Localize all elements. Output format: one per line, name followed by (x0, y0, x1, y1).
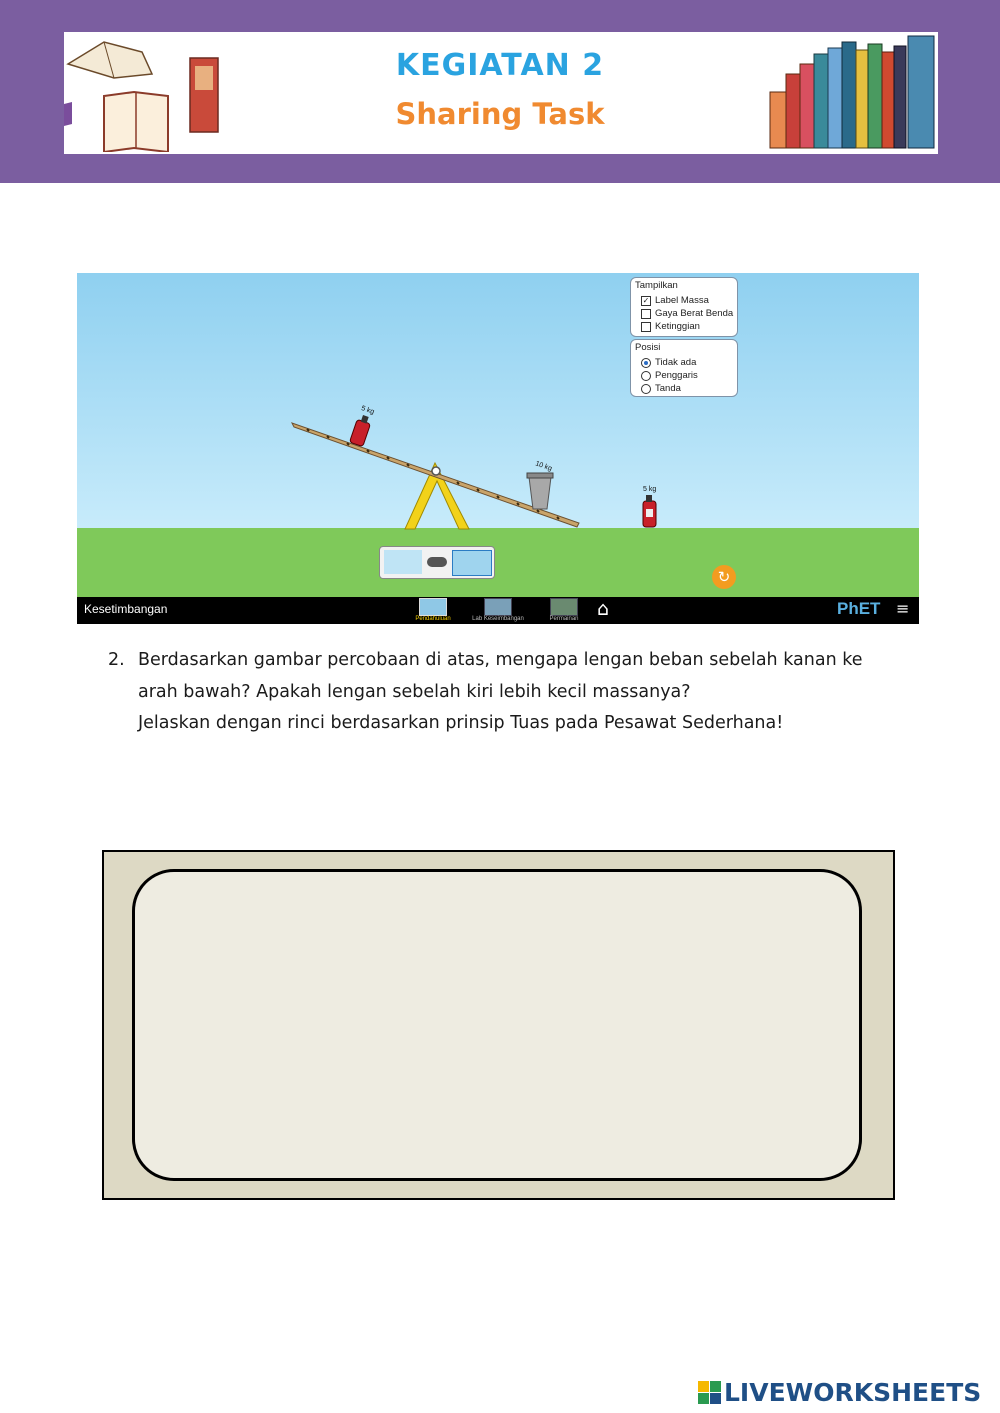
menu-icon[interactable]: ≡ (896, 599, 910, 618)
radio-penggaris[interactable]: Penggaris (641, 370, 698, 381)
supports-off-icon (452, 550, 492, 576)
support-toggle[interactable] (379, 546, 495, 579)
tab-thumb-icon (484, 598, 512, 616)
answer-textarea[interactable] (132, 869, 862, 1181)
sim-title: Kesetimbangan (84, 602, 168, 616)
question-line-1: Berdasarkan gambar percobaan di atas, mengapa lengan beban sebelah kanan ke (138, 650, 863, 670)
checkbox-icon[interactable] (641, 309, 651, 319)
tab-pendahuluan[interactable]: Pendahuluan (413, 598, 453, 622)
tab-permainan[interactable]: Permainan (544, 598, 584, 622)
position-options-panel (630, 339, 738, 397)
tab-thumb-icon (550, 598, 578, 616)
radio-icon[interactable] (641, 371, 651, 381)
position-panel-title: Posisi (635, 342, 661, 353)
reset-button[interactable]: ↻ (712, 565, 736, 589)
display-panel-title: Tampilkan (635, 280, 678, 291)
question-line-3: Jelaskan dengan rinci berdasarkan prinsip Tuas pada Pesawat Sederhana! (138, 713, 784, 733)
tab-thumb-icon (419, 598, 447, 616)
radio-selected-icon[interactable] (641, 358, 651, 368)
checkbox-checked-icon[interactable]: ✓ (642, 295, 650, 305)
display-options-panel (630, 277, 738, 337)
page-subtitle: Sharing Task (395, 97, 605, 131)
mass-label-right: 10 kg (534, 460, 553, 473)
page-title: KEGIATAN 2 (395, 48, 605, 83)
phet-logo: PhET (837, 599, 881, 618)
question-number: 2. (108, 650, 125, 670)
question-line-2: arah bawah? Apakah lengan sebelah kiri lebih kecil massanya? (138, 682, 691, 702)
home-icon[interactable]: ⌂ (597, 598, 610, 620)
balance-simulation (77, 273, 919, 624)
checkbox-icon[interactable] (641, 322, 651, 332)
seesaw-scene (77, 273, 919, 597)
supports-on-icon (384, 550, 422, 574)
radio-tanda[interactable]: Tanda (641, 383, 681, 394)
mass-label-left: 5 kg (360, 405, 376, 416)
mass-label-spare: 5 kg (643, 486, 657, 493)
checkbox-ketinggian[interactable]: Ketinggian (641, 321, 700, 332)
toggle-switch[interactable] (427, 557, 447, 567)
liveworksheets-logo[interactable]: LIVEWORKSHEETS (724, 1378, 982, 1407)
radio-tidak-ada[interactable]: Tidak ada (641, 357, 696, 368)
liveworksheets-logo-icon (698, 1381, 722, 1405)
tab-lab-keseimbangan[interactable]: Lab Keseimbangan (467, 598, 529, 622)
radio-icon[interactable] (641, 384, 651, 394)
checkbox-label-massa[interactable]: ✓ Label Massa (642, 295, 709, 306)
checkbox-gaya-berat[interactable]: Gaya Berat Benda (641, 308, 733, 319)
